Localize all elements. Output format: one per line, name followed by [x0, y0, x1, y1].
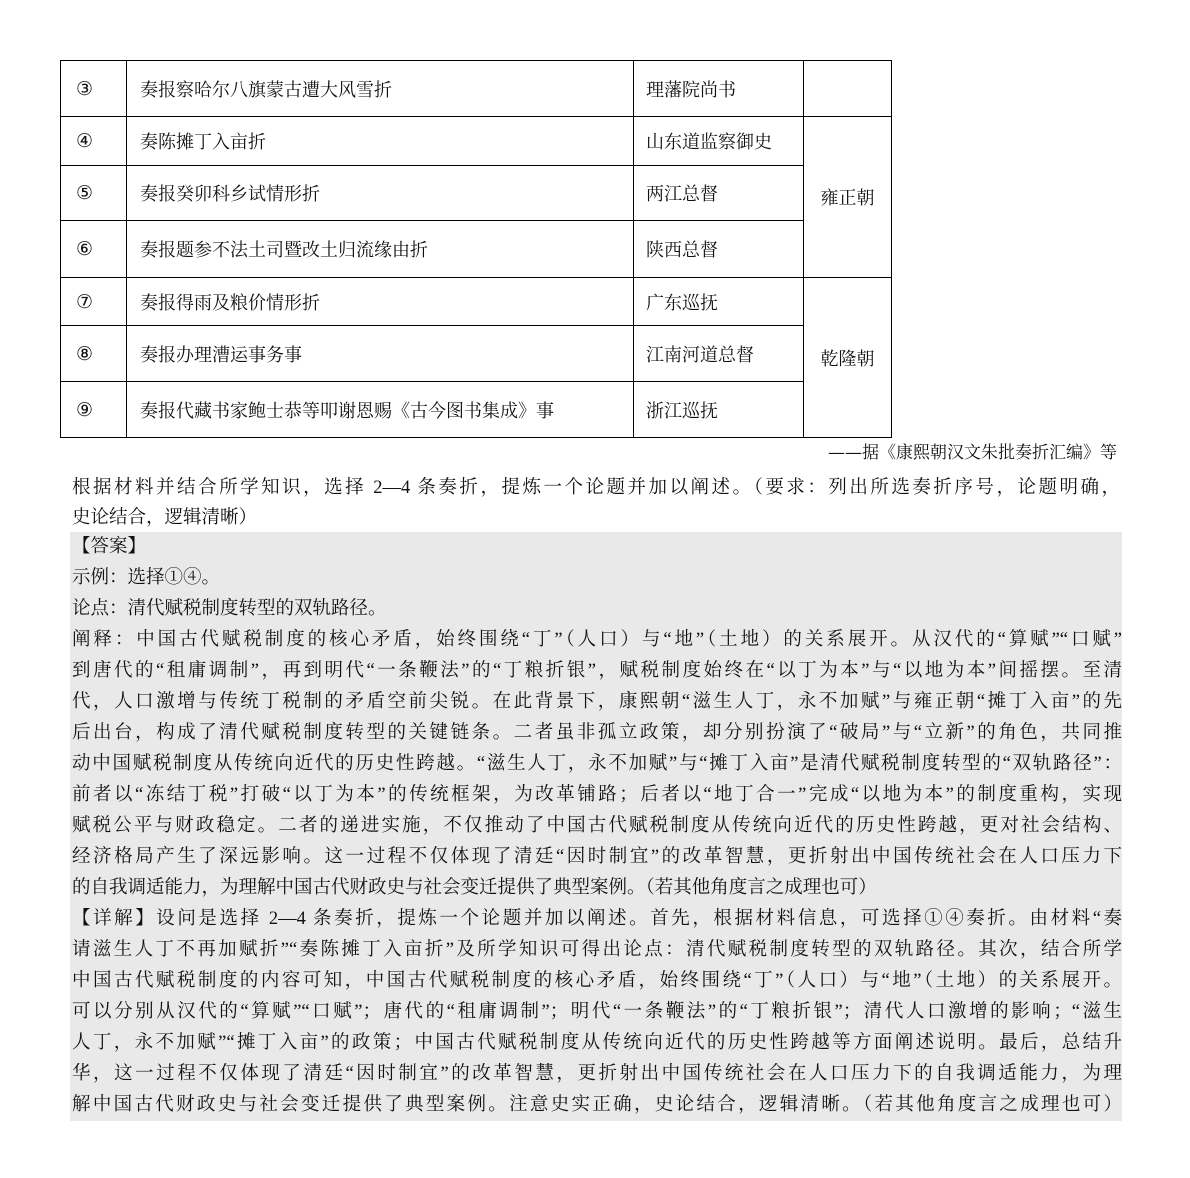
row-number: ④: [61, 117, 127, 166]
table-row: [61, 326, 892, 382]
row-number: ⑧: [61, 326, 127, 382]
question-text: [70, 473, 1120, 533]
official-title: 两江总督: [634, 166, 804, 221]
explanation-line: 请滋生人丁不再加赋折”“奏陈摊丁入亩折”及所学知识可得出论点：清代赋税制度转型的双轨路径。其次，结合所学: [72, 940, 1122, 960]
explanation-line: 可以分别从汉代的“算赋”“口赋”；唐代的“租庸调制”；明代“一条鞭法”的“丁粮折银”；清代人口激增的影响；“滋生: [72, 1002, 1122, 1022]
memorial-title: 奏报癸卯科乡试情形折: [127, 166, 634, 221]
answer-line: 经济格局产生了深远影响。这一过程不仅体现了清廷“因时制宜”的改革智慧，更折射出中国传统社会在人口压力下: [72, 847, 1122, 867]
row-number: ③: [61, 61, 127, 117]
official-title: 广东巡抚: [634, 278, 804, 326]
explanation-line: 华，这一过程不仅体现了清廷“因时制宜”的改革智慧，更折射出中国传统社会在人口压力下的自我调适能力，为理: [72, 1064, 1122, 1084]
era-cell-yongzheng: 雍正朝: [804, 117, 892, 278]
explanation-line: 人丁，永不加赋”“摊丁入亩”的政策；中国古代赋税制度从传统向近代的历史性跨越等方面阐述说明。最后，总结升: [72, 1033, 1122, 1053]
official-title: 理藩院尚书: [634, 61, 804, 117]
memorial-title: 奏报察哈尔八旗蒙古遭大风雪折: [127, 61, 634, 117]
era-cell-empty: [804, 61, 892, 117]
answer-line: 论点：清代赋税制度转型的双轨路径。: [72, 599, 387, 619]
explanation-line: 中国古代赋税制度的内容可知，中国古代赋税制度的核心矛盾，始终围绕“丁”（人口）与“地”（土地）的关系展开。: [72, 971, 1122, 991]
answer-block: [70, 532, 1122, 1121]
official-title: 山东道监察御史: [634, 117, 804, 166]
official-title: 陕西总督: [634, 221, 804, 278]
answer-line: 示例：选择①④。: [72, 568, 221, 588]
answer-line: 代，人口激增与传统丁税制的矛盾空前尖锐。在此背景下，康熙朝“滋生人丁，永不加赋”与雍正朝“摊丁入亩”的先: [72, 692, 1122, 712]
memorial-title: 奏报得雨及粮价情形折: [127, 278, 634, 326]
answer-line: 阐释：中国古代赋税制度的核心矛盾，始终围绕“丁”（人口）与“地”（土地）的关系展开。从汉代的“算赋”“口赋”: [72, 630, 1122, 650]
table-row: [61, 117, 892, 166]
explanation-line: 【详解】设问是选择 2—4 条奏折，提炼一个论题并加以阐述。首先，根据材料信息，可选择①④奏折。由材料“奏: [72, 909, 1122, 929]
answer-line: 动中国赋税制度从传统向近代的历史性跨越。“滋生人丁，永不加赋”与“摊丁入亩”是清代赋税制度转型的“双轨路径”：: [72, 754, 1122, 774]
official-title: 江南河道总督: [634, 326, 804, 382]
memorial-table: [60, 60, 892, 438]
answer-line: 前者以“冻结丁税”打破“以丁为本”的传统框架，为改革铺路；后者以“地丁合一”完成“以地为本”的制度重构，实现: [72, 785, 1122, 805]
memorial-title: 奏陈摊丁入亩折: [127, 117, 634, 166]
question-line: 史论结合，逻辑清晰）: [72, 508, 258, 528]
memorial-title: 奏报代藏书家鲍士恭等叩谢恩赐《古今图书集成》事: [127, 382, 634, 438]
answer-line: 赋税公平与财政稳定。二者的递进实施，不仅推动了中国古代赋税制度从传统向近代的历史性跨越，更对社会结构、: [72, 816, 1122, 836]
table-row: [61, 61, 892, 117]
source-citation: ——据《康熙朝汉文朱批奏折汇编》等: [828, 443, 1117, 463]
table-row: [61, 166, 892, 221]
era-cell-qianlong: 乾隆朝: [804, 278, 892, 438]
answer-line: 后出台，构成了清代赋税制度转型的关键链条。二者虽非孤立政策，却分别扮演了“破局”与“立新”的角色，共同推: [72, 723, 1122, 743]
answer-line: 到唐代的“租庸调制”，再到明代“一条鞭法”的“丁粮折银”，赋税制度始终在“以丁为本”与“以地为本”间摇摆。至清: [72, 661, 1122, 681]
row-number: ⑤: [61, 166, 127, 221]
answer-heading: 【答案】: [72, 537, 147, 557]
table-row: [61, 221, 892, 278]
row-number: ⑦: [61, 278, 127, 326]
memorial-title: 奏报办理漕运事务事: [127, 326, 634, 382]
official-title: 浙江巡抚: [634, 382, 804, 438]
table-row: [61, 278, 892, 326]
explanation-line: 解中国古代财政史与社会变迁提供了典型案例。注意史实正确，史论结合，逻辑清晰。（若其他角度言之成理也可）: [72, 1095, 1122, 1115]
table-row: [61, 382, 892, 438]
memorial-title: 奏报题参不法土司暨改土归流缘由折: [127, 221, 634, 278]
row-number: ⑥: [61, 221, 127, 278]
row-number: ⑨: [61, 382, 127, 438]
answer-line: 的自我调适能力，为理解中国古代财政史与社会变迁提供了典型案例。（若其他角度言之成理也可）: [72, 878, 877, 898]
question-line: 根据材料并结合所学知识，选择 2—4 条奏折，提炼一个论题并加以阐述。（要求：列出所选奏折序号，论题明确，: [72, 478, 1120, 498]
